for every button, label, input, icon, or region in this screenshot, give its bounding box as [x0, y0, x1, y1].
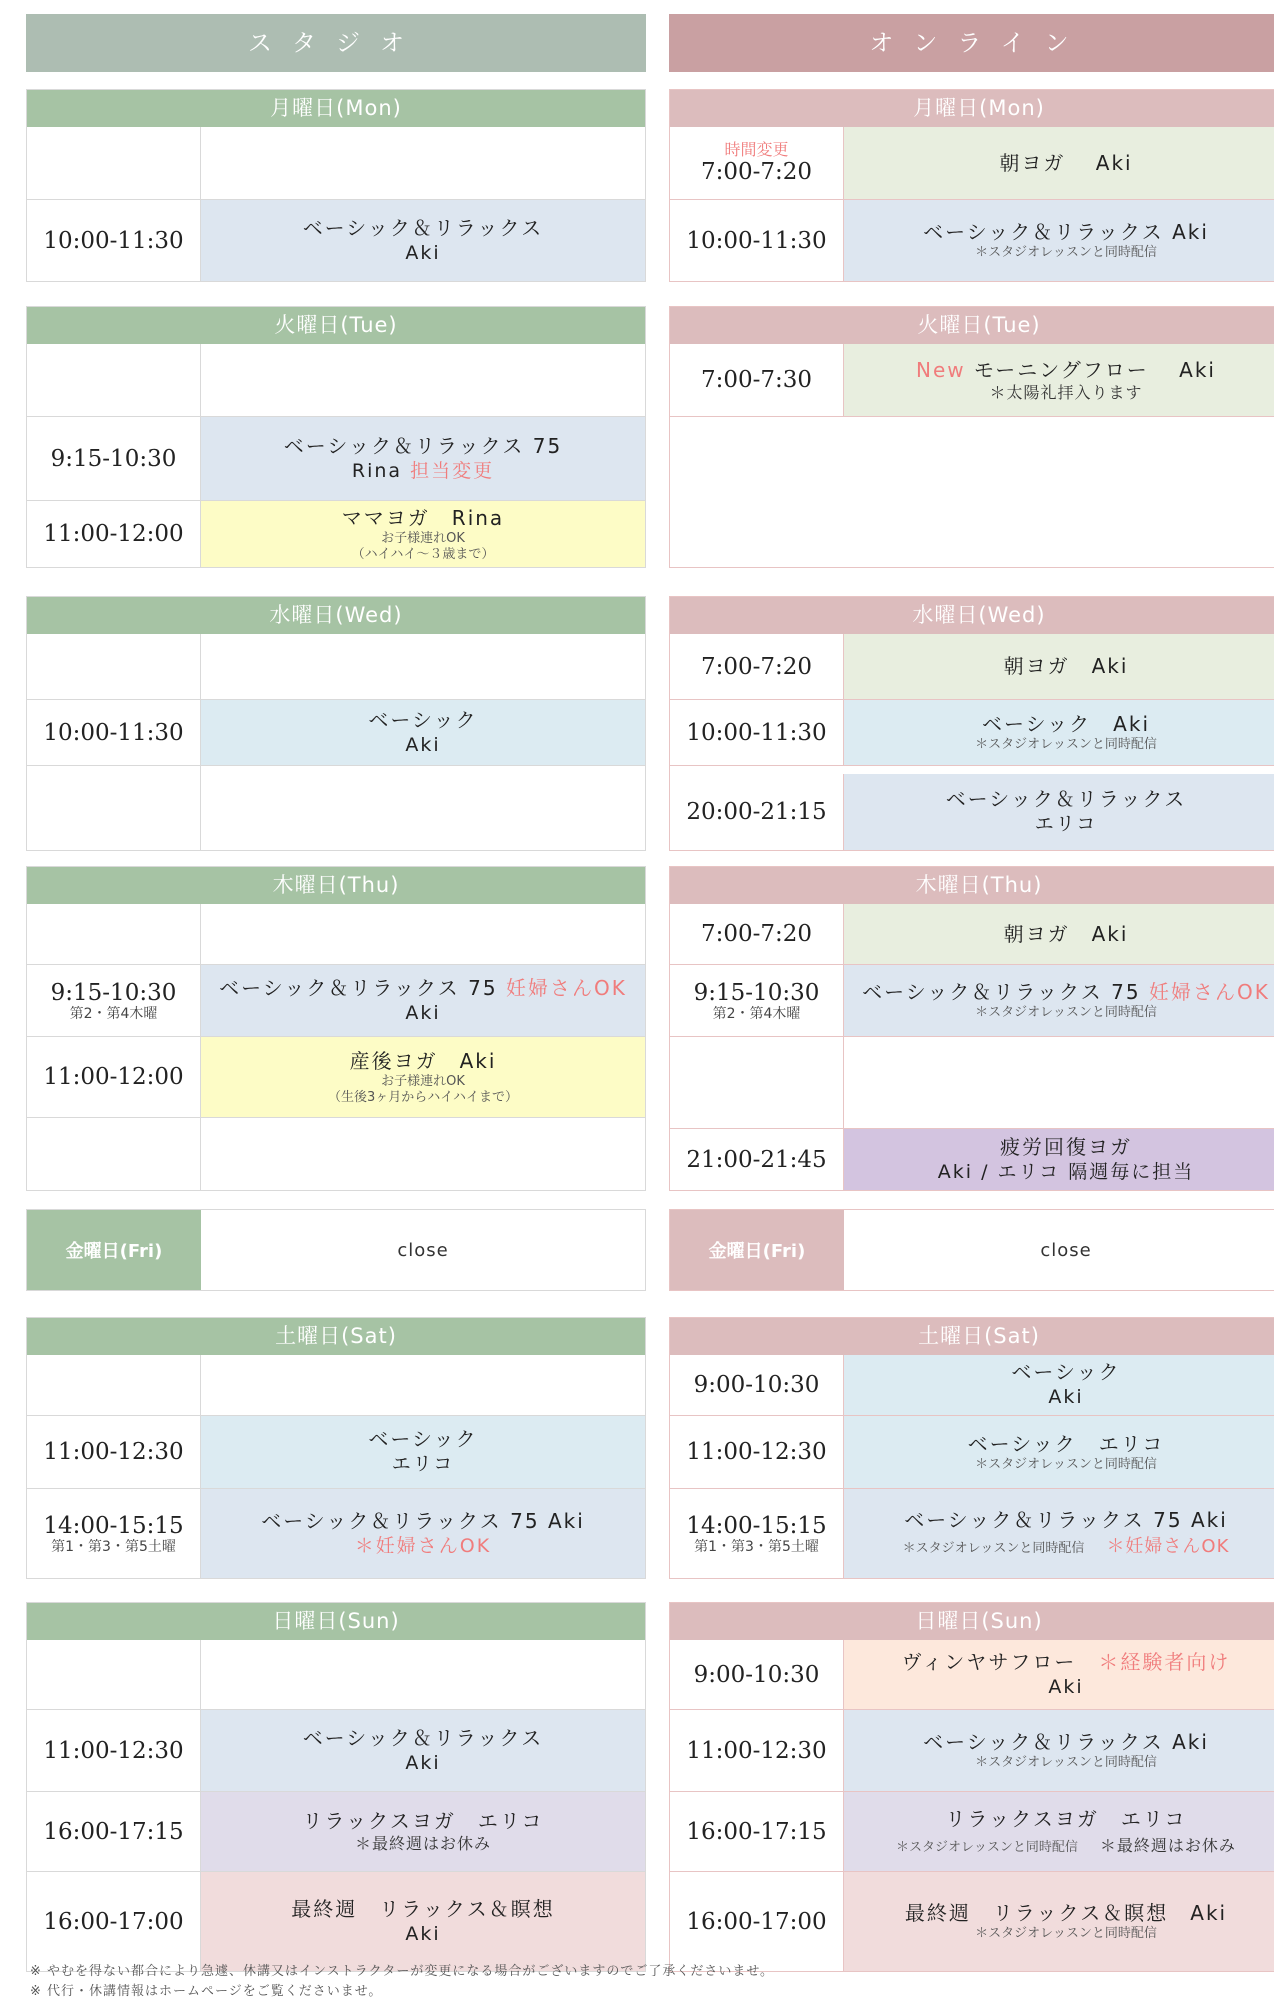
day-header: 日曜日(Sun): [670, 1603, 1274, 1640]
class-title: ベーシック＆リラックス 75: [283, 433, 563, 458]
time-text: 16:00-17:15: [43, 1818, 184, 1845]
class-title: 産後ヨガ Aki: [349, 1048, 497, 1073]
class-cell: [844, 127, 1274, 199]
instructor-name: エリコ: [1034, 813, 1098, 835]
class-title: ベーシック＆リラックス: [302, 1725, 544, 1750]
class-cell: [201, 1037, 645, 1117]
class-title: ベーシック: [368, 707, 478, 732]
class-cell: [844, 774, 1274, 850]
day-header: 火曜日(Tue): [670, 307, 1274, 344]
studio-thursday: [26, 866, 646, 1191]
pregnant-ok-badge: 妊婦さんOK: [505, 975, 627, 1000]
class-cell: [201, 634, 645, 699]
time-text: 14:00-15:15: [686, 1512, 827, 1539]
class-note: ＊最終週はお休み: [1099, 1835, 1236, 1855]
schedule-row: [670, 965, 1274, 1037]
time-cell: [27, 1792, 201, 1871]
time-cell: [670, 1037, 844, 1128]
class-cell: [201, 1416, 645, 1488]
time-text: 11:00-12:30: [43, 1737, 184, 1764]
time-cell: [670, 965, 844, 1036]
day-header: 土曜日(Sat): [670, 1318, 1274, 1355]
time-text: 9:15-10:30: [693, 979, 820, 1006]
class-title: 疲労回復ヨガ: [1000, 1134, 1132, 1159]
footer-note-2: ※ 代行・休講情報はホームページをご覧くださいませ。: [30, 1984, 383, 1999]
schedule-row: [670, 1416, 1274, 1489]
time-cell: [27, 417, 201, 500]
studio-tuesday: [26, 306, 646, 568]
time-cell: [670, 200, 844, 281]
time-text: 9:00-10:30: [693, 1661, 820, 1688]
online-tuesday: [669, 306, 1274, 568]
class-cell: [201, 1710, 645, 1791]
schedule-row: [670, 1872, 1274, 1971]
time-cell: [27, 766, 201, 850]
time-cell: [27, 634, 201, 699]
time-text: 9:15-10:30: [50, 979, 177, 1006]
schedule-row: [27, 344, 645, 417]
class-cell: [201, 700, 645, 765]
online-thursday: [669, 866, 1274, 1191]
time-cell: [27, 1118, 201, 1190]
time-cell: [27, 1037, 201, 1117]
time-text: 11:00-12:30: [686, 1439, 827, 1465]
time-note: 第1・第3・第5土曜: [51, 1538, 176, 1555]
day-header: 日曜日(Sun): [27, 1603, 645, 1640]
time-note: 第1・第3・第5土曜: [694, 1538, 819, 1555]
class-title: リラックスヨガ エリコ: [302, 1809, 544, 1833]
class-title: ベーシック＆リラックス 75: [219, 975, 498, 1000]
time-cell: [27, 700, 201, 765]
schedule-row: [27, 700, 645, 766]
time-cell: [670, 1416, 844, 1488]
time-text: 11:00-12:30: [43, 1439, 184, 1465]
class-title: ベーシック: [1011, 1360, 1121, 1384]
class-cell: [201, 1355, 645, 1415]
instructor-name: Aki: [405, 1922, 441, 1945]
schedule-row: [670, 700, 1274, 766]
class-title: リラックスヨガ エリコ: [945, 1806, 1187, 1831]
time-text: 10:00-11:30: [686, 227, 827, 254]
closed-text: close: [397, 1239, 449, 1261]
class-cell: [201, 1489, 645, 1578]
schedule-row: [27, 904, 645, 965]
class-cell: [201, 1118, 645, 1190]
instructor-name: Aki: [405, 241, 441, 264]
time-cell: [27, 1489, 201, 1578]
schedule-row: [670, 1129, 1274, 1190]
class-title: 最終週 リラックス＆瞑想 Aki: [904, 1901, 1228, 1925]
class-note: ＊最終週はお休み: [354, 1834, 491, 1853]
time-text: 16:00-17:00: [43, 1908, 184, 1935]
time-cell: [27, 501, 201, 567]
class-cell: [201, 127, 645, 199]
time-cell: [27, 344, 201, 416]
time-cell: [670, 1710, 844, 1791]
new-badge: New: [916, 357, 966, 382]
time-cell: [670, 1640, 844, 1709]
schedule-row: [27, 1037, 645, 1118]
class-cell: [844, 1037, 1274, 1128]
class-note: ＊スタジオレッスンと同時配信: [896, 1839, 1078, 1855]
time-cell: [670, 634, 844, 699]
class-title: ベーシック＆リラックス Aki: [923, 220, 1209, 244]
time-cell: [27, 1640, 201, 1709]
class-title: ヴィンヤサフロー: [901, 1649, 1077, 1674]
time-note: 第2・第4木曜: [712, 1005, 801, 1022]
time-text: 10:00-11:30: [43, 719, 184, 746]
schedule-row: [670, 1355, 1274, 1416]
schedule-row: [27, 766, 645, 850]
online-saturday: [669, 1317, 1274, 1579]
time-cell: [670, 1489, 844, 1578]
pregnant-ok-badge: 妊婦さんOK: [1148, 980, 1270, 1004]
class-cell: [201, 965, 645, 1036]
time-cell: [670, 344, 844, 416]
class-cell: [201, 766, 645, 850]
instructor-name: Aki: [405, 1751, 441, 1774]
class-title: 最終週 リラックス＆瞑想: [291, 1896, 555, 1921]
schedule-row: [27, 1872, 645, 1971]
time-cell: [27, 1872, 201, 1971]
closed-text: close: [1040, 1239, 1092, 1261]
time-text: 11:00-12:00: [43, 521, 184, 547]
class-cell: [201, 501, 645, 567]
time-text: 21:00-21:45: [686, 1146, 827, 1173]
day-header: 水曜日(Wed): [670, 597, 1274, 634]
empty-area: [670, 417, 1274, 567]
online-monday: [669, 89, 1274, 282]
time-text: 16:00-17:15: [686, 1818, 827, 1845]
schedule-row: [27, 634, 645, 700]
schedule-row: [670, 1710, 1274, 1792]
schedule-row: [670, 1792, 1274, 1872]
class-cell: [844, 700, 1274, 765]
schedule-row: [27, 501, 645, 567]
class-note: （生後3ヶ月からハイハイまで）: [327, 1089, 518, 1105]
schedule-row: [27, 1710, 645, 1792]
class-cell: [844, 1792, 1274, 1871]
time-text: 11:00-12:00: [43, 1064, 184, 1090]
class-cell: [201, 417, 645, 500]
instructor-name: Aki: [405, 733, 441, 756]
time-cell: [27, 1355, 201, 1415]
class-note: ＊スタジオレッスンと同時配信: [902, 1541, 1085, 1556]
time-cell: [27, 1710, 201, 1791]
instructor-name: Aki / エリコ 隔週毎に担当: [937, 1160, 1195, 1183]
class-cell: [844, 344, 1274, 416]
class-title: 朝ヨガ Aki: [1003, 921, 1129, 946]
day-header: 水曜日(Wed): [27, 597, 645, 634]
instructor-name: Rina: [351, 459, 403, 482]
studio-column-header: スタジオ: [26, 14, 646, 72]
studio-friday: [26, 1209, 646, 1291]
footer-note-1: ※ やむを得ない都合により急遽、休講又はインストラクターが変更になる場合がございますのでご了承くださいませ。: [30, 1964, 774, 1979]
time-text: 10:00-11:30: [43, 227, 184, 254]
schedule-row: [27, 417, 645, 501]
class-cell: [201, 1872, 645, 1971]
studio-monday: [26, 89, 646, 282]
time-cell: [27, 1416, 201, 1488]
day-header: 火曜日(Tue): [27, 307, 645, 344]
class-title: ベーシック エリコ: [967, 1431, 1165, 1456]
schedule-row: [670, 774, 1274, 850]
class-cell: [844, 1640, 1274, 1709]
time-text: 20:00-21:15: [686, 799, 827, 825]
day-label: 金曜日(Fri): [27, 1210, 201, 1290]
class-title: モーニングフロー Aki: [974, 357, 1216, 382]
day-header: 木曜日(Thu): [670, 867, 1274, 904]
class-note: お子様連れOK: [381, 530, 465, 546]
time-cell: [670, 700, 844, 765]
class-cell: [844, 200, 1274, 281]
time-change-badge: 時間変更: [724, 140, 789, 159]
day-header: 土曜日(Sat): [27, 1318, 645, 1355]
time-cell: [670, 127, 844, 199]
class-cell: [844, 1355, 1274, 1415]
studio-saturday: [26, 1317, 646, 1579]
class-title: ベーシック＆リラックス 75 Aki: [904, 1508, 1228, 1532]
schedule-row: [670, 344, 1274, 417]
class-note: ＊スタジオレッスンと同時配信: [975, 1755, 1157, 1770]
time-text: 7:00-7:20: [700, 921, 813, 947]
schedule-row: [27, 127, 645, 200]
class-note: ＊スタジオレッスンと同時配信: [975, 245, 1157, 260]
schedule-row: [670, 1489, 1274, 1578]
schedule-row: [27, 1118, 645, 1190]
class-title: 朝ヨガ Aki: [1003, 654, 1129, 678]
class-cell: [201, 904, 645, 964]
class-title: ママヨガ Rina: [341, 505, 505, 530]
day-header: 木曜日(Thu): [27, 867, 645, 904]
class-title: ベーシック＆リラックス: [945, 787, 1187, 811]
time-text: 11:00-12:30: [686, 1737, 827, 1764]
schedule-row: [27, 1792, 645, 1872]
class-cell: [844, 1489, 1274, 1578]
time-cell: [670, 1872, 844, 1971]
class-title: ベーシック Aki: [981, 712, 1151, 736]
class-note: （ハイハイ～３歳まで）: [351, 546, 495, 562]
schedule-row: [670, 1640, 1274, 1710]
schedule-row: [670, 634, 1274, 700]
class-note: ＊スタジオレッスンと同時配信: [975, 1456, 1157, 1472]
online-column: [669, 14, 1274, 1941]
class-note: お子様連れOK: [381, 1073, 465, 1089]
studio-wednesday: [26, 596, 646, 851]
time-text: 9:15-10:30: [50, 445, 177, 472]
time-cell: [27, 904, 201, 964]
online-column-header: オンライン: [669, 14, 1274, 72]
time-text: 7:00-7:20: [700, 159, 813, 185]
pregnant-ok-badge: ＊妊婦さんOK: [354, 1534, 492, 1557]
class-cell: [201, 1640, 645, 1709]
instructor-name: エリコ: [391, 1453, 455, 1475]
schedule-row: [27, 1355, 645, 1416]
class-cell: [844, 1710, 1274, 1791]
time-cell: [27, 965, 201, 1036]
experienced-badge: ＊経験者向け: [1098, 1649, 1231, 1674]
online-friday: [669, 1209, 1274, 1291]
class-title: ベーシック＆リラックス 75: [862, 980, 1141, 1004]
time-cell: [27, 127, 201, 199]
time-cell: [670, 1355, 844, 1415]
instructor-name: Aki: [1048, 1675, 1084, 1698]
time-text: 9:00-10:30: [693, 1372, 820, 1398]
day-label: 金曜日(Fri): [670, 1210, 844, 1290]
online-sunday: [669, 1602, 1274, 1972]
schedule-row: [27, 1640, 645, 1710]
class-title: ベーシック: [368, 1427, 478, 1451]
class-title: ベーシック＆リラックス: [302, 215, 544, 240]
class-cell: [844, 1416, 1274, 1488]
instructor-name: Aki: [1048, 1386, 1084, 1408]
class-cell: [844, 634, 1274, 699]
class-cell: [201, 344, 645, 416]
time-note: 第2・第4木曜: [69, 1005, 158, 1022]
time-text: 14:00-15:15: [43, 1512, 184, 1539]
time-cell: [670, 1129, 844, 1190]
time-cell: [670, 774, 844, 850]
time-text: 10:00-11:30: [686, 719, 827, 746]
studio-column: [26, 14, 646, 1945]
time-cell: [670, 1792, 844, 1871]
class-cell: [844, 1129, 1274, 1190]
schedule-row: [27, 200, 645, 281]
instructor-change-badge: 担当変更: [410, 459, 495, 482]
schedule-row: [27, 1416, 645, 1489]
studio-sunday: [26, 1602, 646, 1972]
class-cell: [844, 904, 1274, 964]
class-title: ベーシック＆リラックス Aki: [923, 1730, 1209, 1754]
instructor-name: Aki: [405, 1001, 441, 1024]
class-title: ベーシック＆リラックス 75 Aki: [261, 1508, 585, 1533]
class-title: 朝ヨガ Aki: [999, 150, 1133, 175]
time-text: 16:00-17:00: [686, 1908, 827, 1935]
schedule-row: [670, 127, 1274, 200]
day-header: 月曜日(Mon): [670, 90, 1274, 127]
pregnant-ok-badge: ＊妊婦さんOK: [1106, 1536, 1230, 1557]
schedule-row: [27, 965, 645, 1037]
time-cell: [27, 200, 201, 281]
class-cell: [844, 1872, 1274, 1971]
class-note: ＊スタジオレッスンと同時配信: [975, 1005, 1157, 1020]
class-note: ＊スタジオレッスンと同時配信: [975, 737, 1157, 752]
schedule-row: [670, 904, 1274, 965]
time-text: 7:00-7:30: [700, 367, 813, 393]
schedule-row: [670, 1037, 1274, 1129]
time-text: 7:00-7:20: [700, 653, 813, 680]
schedule-row: [27, 1489, 645, 1578]
schedule-row: [670, 200, 1274, 281]
class-note: ＊スタジオレッスンと同時配信: [975, 1926, 1157, 1941]
online-wednesday: [669, 596, 1274, 851]
class-cell: [201, 1792, 645, 1871]
day-header: 月曜日(Mon): [27, 90, 645, 127]
class-cell: [844, 965, 1274, 1036]
class-note: ＊太陽礼拝入ります: [989, 382, 1143, 402]
time-cell: [670, 904, 844, 964]
class-cell: [201, 200, 645, 281]
